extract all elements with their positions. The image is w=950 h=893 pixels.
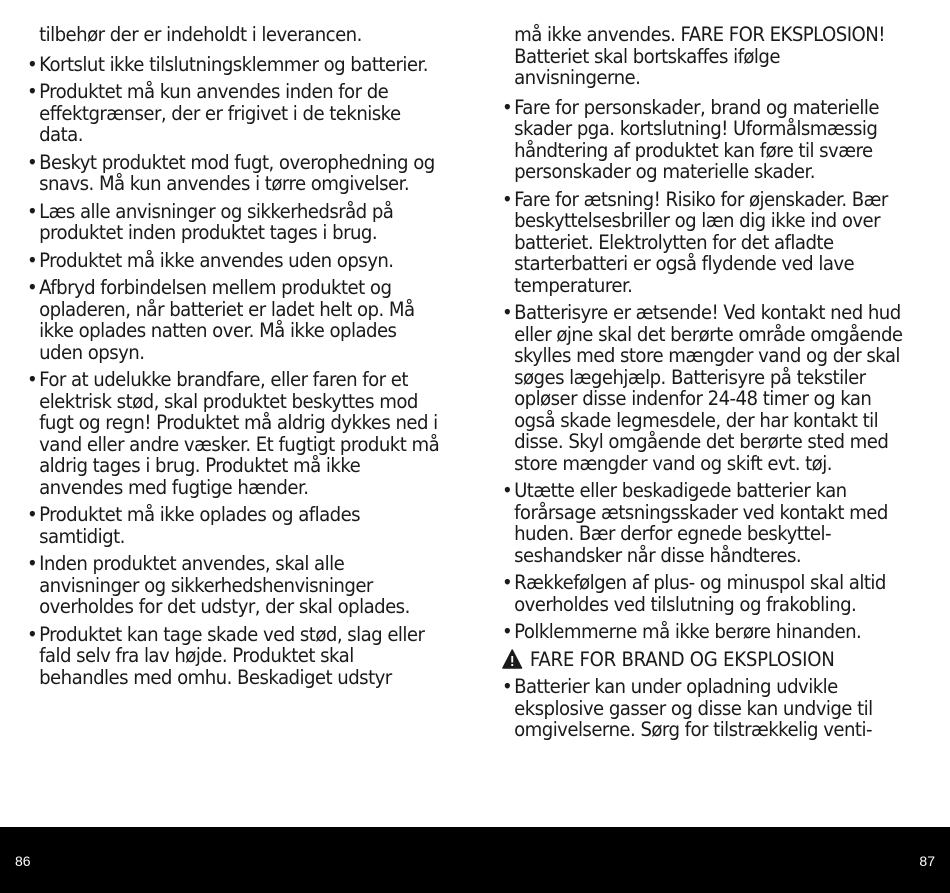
list-item: • Læs alle anvisninger og sikkerhedsråd på produktet inden produktet tages i brug. (27, 201, 441, 244)
left-column (27, 24, 441, 694)
list-item: • Batterisyre er ætsende! Ved kontakt ned hud eller øjne skal det berørte område omgående skylles med store mængder vand og der skal søges lægehjælp. Batterisyre på tekstiler opløser disse indenfor 24-48 timer og kan også skade legmesdele, der har kontakt til disse. Skyl omgående det berørte sted med store mængder vand og skift evt. tøj. (502, 302, 911, 474)
list-item: • Produktet må ikke oplades og aflades samtidigt. (27, 504, 441, 547)
list-item: • Produktet må ikke anvendes uden opsyn. (27, 250, 441, 272)
list-item: • Utætte eller beskadigede batterier kan forårsage ætsningsskader ved kontakt med huden. Bær derfor egnede beskyttel-seshandsker når disse håndteres. (502, 480, 911, 566)
right-bullet-list (502, 97, 911, 643)
list-item: • Kortslut ikke tilslutningsklemmer og batterier. (27, 54, 441, 76)
list-item: • Batterier kan under opladning udvikle eksplosive gasser og disse kan undvige til omgivelserne. Sørg for tilstrækkelig venti- (502, 676, 911, 741)
left-continuation-text: tilbehør der er indeholdt i leverancen. (39, 23, 362, 46)
warning-heading-text: FARE FOR BRAND OG EKSPLOSION (529, 647, 835, 671)
warning-bullet-list (502, 676, 911, 741)
list-item: • For at udelukke brandfare, eller faren for et elektrisk stød, skal produktet beskyttes mod fugt og regn! Produktet må aldrig dykkes ned i vand eller andre væsker. Et fugtigt produkt må aldrig tages i brug. Produktet må ikke anvendes med fugtige hænder. (27, 369, 441, 498)
warning-heading (502, 649, 911, 671)
page-footer (0, 827, 950, 893)
list-item: • Fare for ætsning! Risiko for øjenskader. Bær beskyttelsesbriller og læn dig ikke ind over batteriet. Elektrolytten for det afladte starterbatteri er også flydende ved lave temperaturer. (502, 189, 911, 297)
warning-triangle-icon (502, 649, 522, 669)
list-item: • Afbryd forbindelsen mellem produktet og opladeren, når batteriet er ladet helt op. Må ikke oplades natten over. Må ikke oplades uden opsyn. (27, 277, 441, 363)
left-bullet-list (27, 54, 441, 689)
list-item: • Inden produktet anvendes, skal alle anvisninger og sikkerhedshenvisninger overholdes for det udstyr, der skal oplades. (27, 553, 441, 618)
list-item: • Fare for personskader, brand og materielle skader pga. kortslutning! Uformålsmæssig håndtering af produktet kan føre til svære personskader og materielle skader. (502, 97, 911, 183)
list-item: • Rækkefølgen af plus- og minuspol skal altid overholdes ved tilslutning og frakobling. (502, 572, 911, 615)
list-item: • Polklemmerne må ikke berøre hinanden. (502, 621, 911, 643)
page-number-left: 86 (15, 853, 31, 869)
list-item: • Produktet kan tage skade ved stød, slag eller fald selv fra lav højde. Produktet skal behandles med omhu. Beskadiget udstyr (27, 624, 441, 689)
right-column (502, 24, 911, 747)
page-number-right: 87 (919, 853, 935, 869)
list-item: • Beskyt produktet mod fugt, overophedning og snavs. Må kun anvendes i tørre omgivelser. (27, 152, 441, 195)
list-item: • Produktet må kun anvendes inden for de effektgrænser, der er frigivet i de tekniske data. (27, 81, 441, 146)
right-continuation-text: må ikke anvendes. FARE FOR EKSPLOSION! Batteriet skal bortskaffes ifølge anvisningerne. (514, 23, 885, 89)
